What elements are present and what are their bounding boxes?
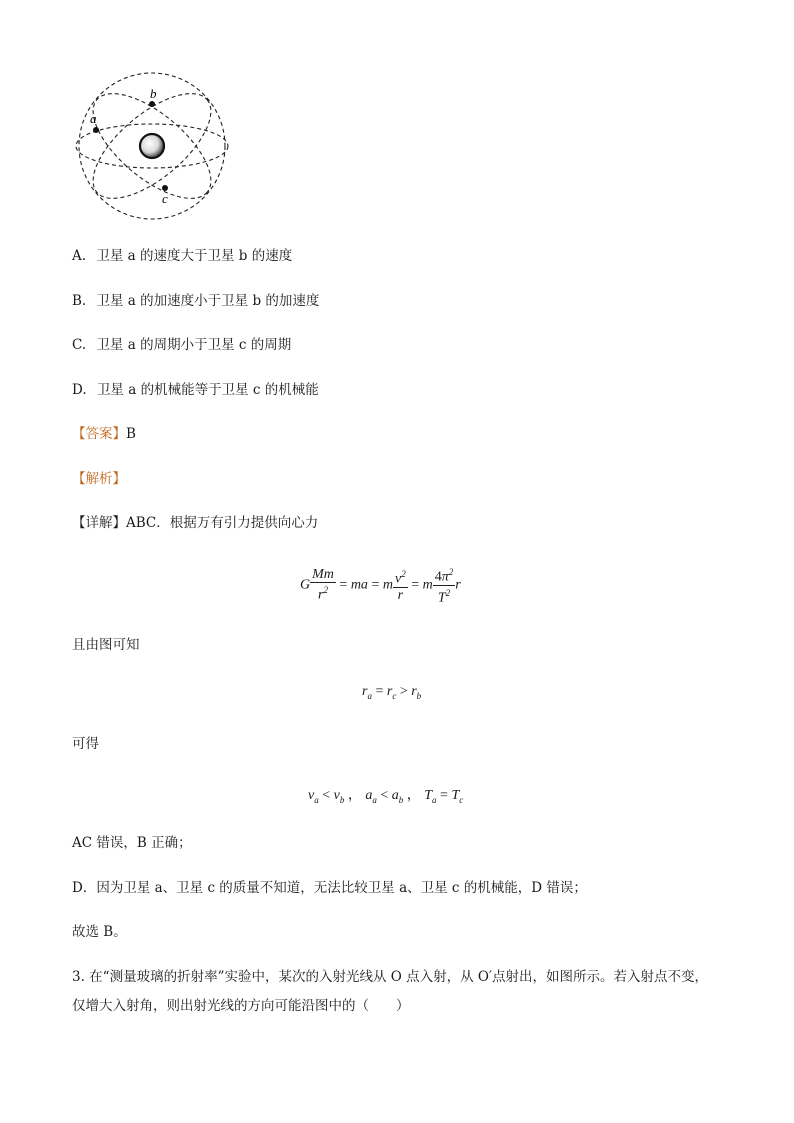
analysis-tag: 【解析】 (72, 471, 126, 487)
option-c: C. 卫星 a 的周期小于卫星 c 的周期 (72, 337, 292, 353)
detail-text: ABC．根据万有引力提供向心力 (126, 515, 319, 531)
detail-tag: 【详解】 (72, 515, 126, 531)
label-a: a (90, 111, 97, 126)
formula-gravity: G $\frac{Mm}{r^2}$ = ma = m $\frac{v^2}{r}$ = m $\frac{4\pi^2}{T^2}$ r (300, 567, 461, 606)
central-planet (140, 134, 164, 158)
formula-results: $v_a < v_b$ ， $a_a < a_b$ ， $T_a = T_c$ (308, 788, 464, 805)
text-can-get: 可得 (72, 736, 99, 752)
orbit-diagram (72, 72, 242, 222)
label-b: b (150, 86, 157, 101)
satellite-a-dot (93, 127, 99, 133)
conclusion-ac: AC 错误，B 正确； (72, 835, 192, 851)
answer-value: B (126, 426, 136, 442)
option-a: A. 卫星 a 的速度大于卫星 b 的速度 (72, 248, 293, 264)
satellite-b-dot (149, 101, 155, 107)
label-c: c (162, 191, 168, 206)
option-b: B. 卫星 a 的加速度小于卫星 b 的加速度 (72, 293, 320, 309)
answer-tag: 【答案】 (72, 426, 126, 442)
answer-line (72, 425, 136, 443)
question3-line1: 3. 在“测量玻璃的折射率”实验中，某次的入射光线从 O 点入射，从 O′点射出，如图所示。若入射点不变， (72, 969, 709, 985)
detail-line (72, 514, 318, 532)
option-d: D. 卫星 a 的机械能等于卫星 c 的机械能 (72, 382, 319, 398)
text-from-figure: 且由图可知 (72, 637, 140, 653)
conclusion-d: D．因为卫星 a、卫星 c 的质量不知道，无法比较卫星 a、卫星 c 的机械能，D 错误； (72, 880, 587, 896)
formula-radii: $r_a = r_c > r_b$ (362, 684, 422, 701)
question3-line2: 仅增大入射角，则出射光线的方向可能沿图中的（ ） (72, 998, 410, 1014)
choose-line: 故选 B。 (72, 924, 127, 940)
